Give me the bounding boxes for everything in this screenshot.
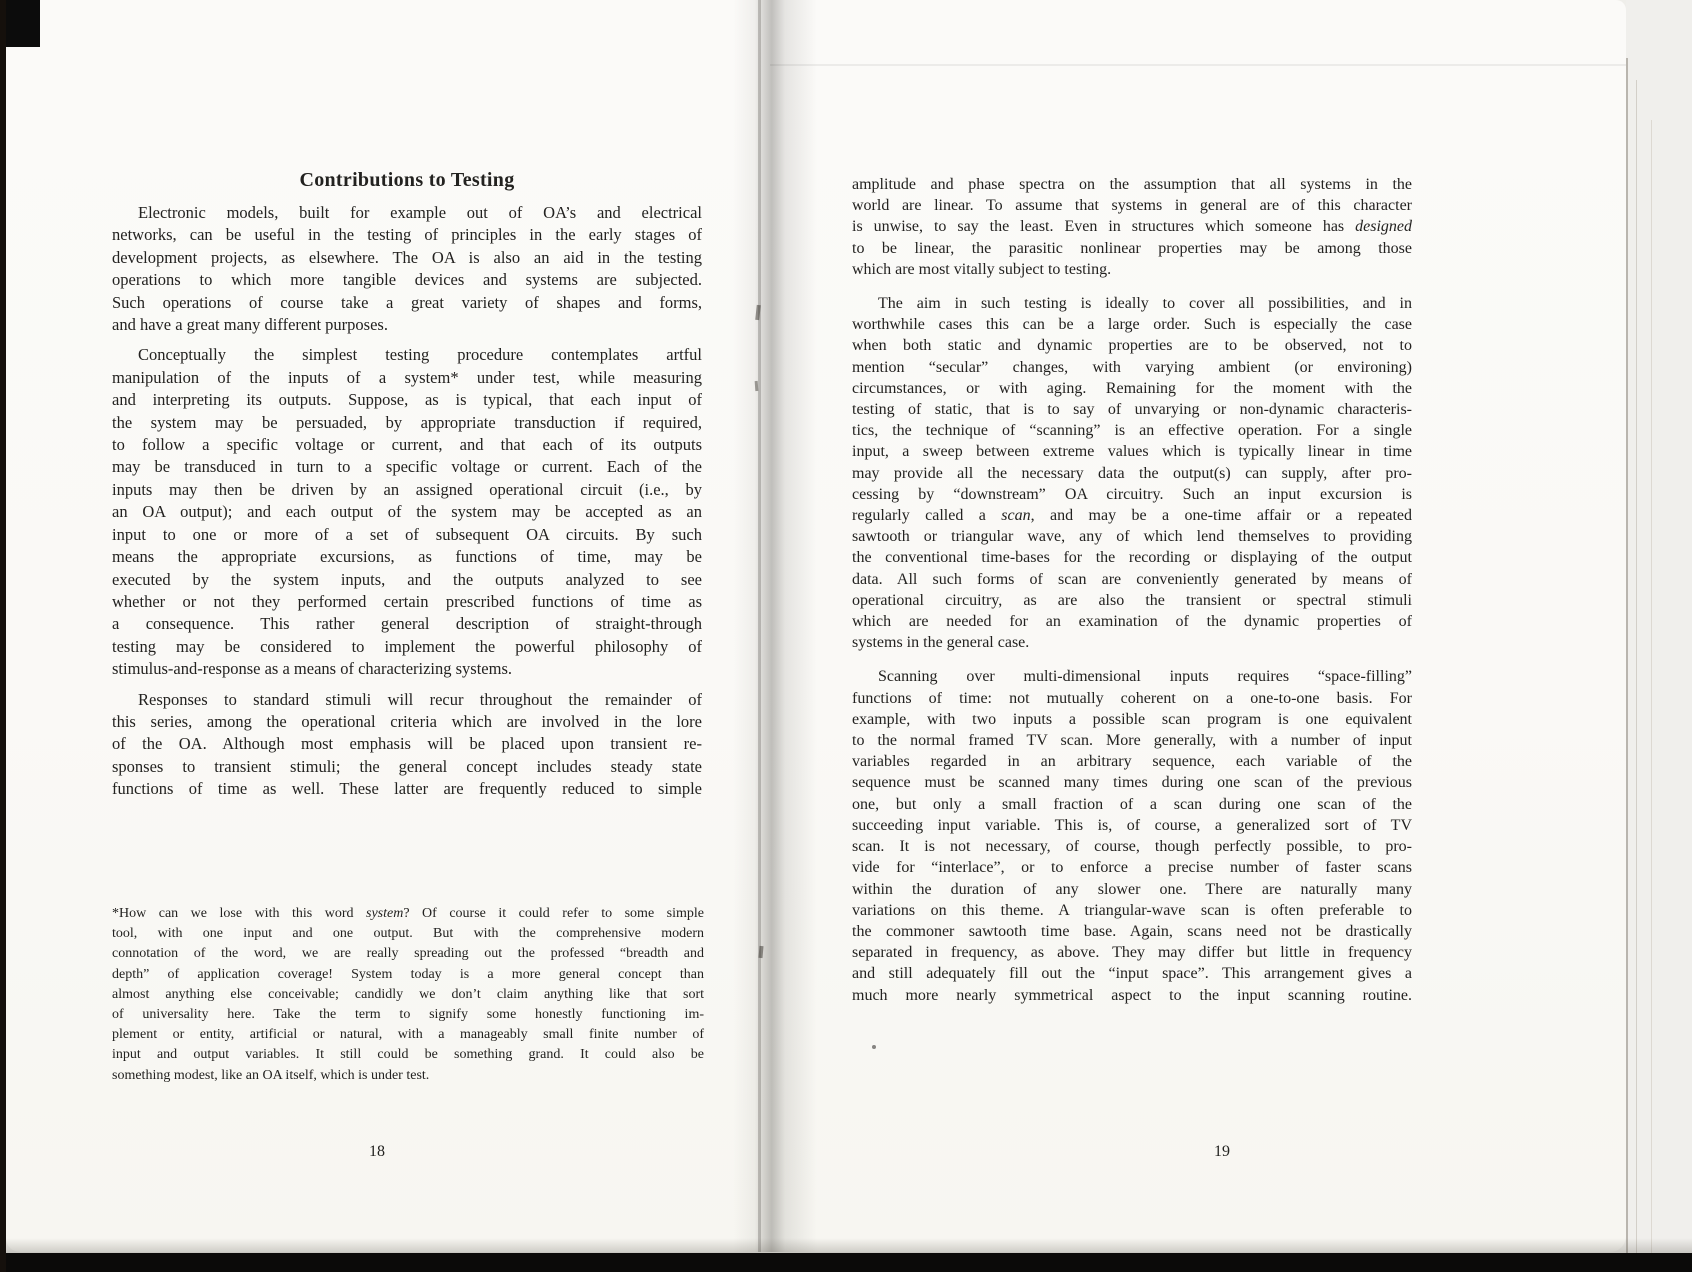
text-line: sawtooth or triangular wave, any of which lend themselves to providing xyxy=(852,528,1412,546)
scan-left-edge xyxy=(0,0,6,1272)
text-line: inputs may then be driven by an assigned operational circuit (i.e., by xyxy=(112,479,702,499)
text-line: example, with two inputs a possible scan program is one equivalent xyxy=(852,710,1412,728)
text-line: means the appropriate excursions, as functions of time, may be xyxy=(112,547,702,567)
text-line: is unwise, to say the least. Even in structures which someone has designed xyxy=(852,218,1412,236)
text-line: executed by the system inputs, and the outputs analyzed to see xyxy=(112,569,702,589)
text-line: and have a great many different purposes. xyxy=(112,315,388,335)
page-bottom-shadow xyxy=(6,1238,1692,1254)
text-line: the system may be persuaded, by appropriate transduction if required, xyxy=(112,412,702,432)
text-line: may provide all the necessary data the output(s) can supply, after pro- xyxy=(852,464,1412,482)
text-line: input, a sweep between extreme values which is typically linear in time xyxy=(852,443,1412,461)
text-line: regularly called a scan, and may be a one-time affair or a repeated xyxy=(852,507,1413,525)
text-line: plement or entity, artificial or natural, with a manageably small finite number of xyxy=(112,1027,704,1043)
paragraph xyxy=(112,904,704,1086)
left-page-footnote xyxy=(112,904,704,1086)
scan-bottom-edge xyxy=(0,1253,1692,1272)
text-line: of universality here. Take the term to signify some honestly functioning im- xyxy=(112,1007,704,1023)
text-line: sequence must be scanned many times during one scan of the previous xyxy=(852,774,1412,792)
text-line: cessing by “downstream” OA circuitry. Such an input excursion is xyxy=(852,485,1412,503)
text-line: sponses to transient stimuli; the general concept includes steady state xyxy=(112,756,702,776)
paragraph xyxy=(852,293,1412,653)
text-line: this series, among the operational criteria which are involved in the lore xyxy=(112,711,702,731)
left-page-number: 18 xyxy=(369,1143,385,1160)
right-page-number: 19 xyxy=(1214,1143,1230,1160)
text-line: circumstances, or with aging. Remaining for the moment with the xyxy=(852,379,1412,397)
text-line: one, but only a small fraction of a scan during one scan of the xyxy=(852,795,1412,813)
paragraph xyxy=(112,202,702,336)
left-page-body xyxy=(112,202,702,801)
text-line: scan. It is not necessary, of course, though perfectly possible, to pro- xyxy=(852,838,1412,856)
text-line: which are needed for an examination of the dynamic properties of xyxy=(852,613,1412,631)
text-line: data. All such forms of scan are conveniently generated by means of xyxy=(852,570,1412,588)
text-line: *How can we lose with this word system? Of course it could refer to some simple xyxy=(112,906,705,921)
book-gutter xyxy=(733,0,817,1252)
text-line: Responses to standard stimuli will recur throughout the remainder of xyxy=(138,689,702,709)
text-line: to follow a specific voltage or current, and that each of its outputs xyxy=(112,435,702,455)
text-line: mention “secular” changes, with varying ambient (or environing) xyxy=(852,358,1412,376)
paragraph xyxy=(112,344,702,680)
text-line: worthwhile cases this can be a large order. Such is especially the case xyxy=(852,316,1412,334)
text-line: functions of time as well. These latter are frequently reduced to simple xyxy=(112,779,702,799)
text-line: much more nearly symmetrical aspect to the input scanning routine. xyxy=(852,986,1412,1004)
text-line: connotation of the word, we are really spreading out the professed “breadth and xyxy=(112,946,704,962)
text-line: variations on this theme. A triangular-wave scan is often preferable to xyxy=(852,901,1412,919)
text-line: the commoner sawtooth time base. Again, scans need not be drastically xyxy=(852,922,1412,940)
text-line: Electronic models, built for example out of OA’s and electrical xyxy=(138,203,702,222)
scan-speck xyxy=(872,1045,876,1049)
text-line: The aim in such testing is ideally to cover all possibilities, and in xyxy=(878,295,1412,313)
text-line: networks, can be useful in the testing of principles in the early stages of xyxy=(112,225,702,245)
text-line: and interpreting its outputs. Suppose, as is typical, that each input of xyxy=(112,390,702,410)
text-line: input to one or more of a set of subsequent OA circuits. By such xyxy=(112,524,702,544)
text-line: variables regarded in an arbitrary sequence, each variable of the xyxy=(852,753,1412,771)
text-line: whether or not they performed certain prescribed functions of time as xyxy=(112,591,702,611)
text-line: tics, the technique of “scanning” is an effective operation. For a single xyxy=(852,422,1412,440)
text-line: Such operations of course take a great variety of shapes and forms, xyxy=(112,292,702,312)
text-line: a consequence. This rather general description of straight-through xyxy=(112,614,702,634)
left-page-heading: Contributions to Testing xyxy=(299,169,515,191)
text-line: an OA output); and each output of the system may be accepted as an xyxy=(112,502,702,522)
page-edge-line xyxy=(1636,80,1637,1254)
text-line: Conceptually the simplest testing procedure contemplates artful xyxy=(138,345,702,365)
text-line: operational circuitry, as are also the transient or spectral stimuli xyxy=(852,591,1412,609)
text-line: manipulation of the inputs of a system* under test, while measuring xyxy=(112,367,702,387)
text-line: testing may be considered to implement the powerful philosophy of xyxy=(112,636,702,656)
text-line: Scanning over multi-dimensional inputs requires “space-filling” xyxy=(878,668,1412,686)
text-line: stimulus-and-response as a means of characterizing systems. xyxy=(112,659,513,679)
text-line: when both static and dynamic properties are to be observed, not to xyxy=(852,337,1412,355)
text-line: may be transduced in turn to a specific voltage or current. Each of the xyxy=(112,457,702,477)
text-line: succeeding input variable. This is, of course, a generalized sort of TV xyxy=(852,816,1412,834)
text-line: functions of time: not mutually coherent on a one-to-one basis. For xyxy=(852,689,1412,707)
text-line: world are linear. To assume that systems in general are of this character xyxy=(852,197,1412,215)
paragraph xyxy=(112,689,702,801)
scan-corner-black xyxy=(0,0,40,47)
page-edge-line xyxy=(1651,120,1652,1254)
text-line: within the duration of any slower one. There are naturally many xyxy=(852,880,1412,898)
text-line: development projects, as elsewhere. The OA is also an aid in the testing xyxy=(112,247,702,267)
text-line: the conventional time-bases for the recording or displaying of the output xyxy=(852,549,1412,567)
text-line: to the normal framed TV scan. More generally, with a number of input xyxy=(852,732,1412,750)
right-page-body xyxy=(852,174,1412,1006)
text-line: something modest, like an OA itself, which is under test. xyxy=(112,1067,430,1083)
text-line: input and output variables. It still could be something grand. It could also be xyxy=(112,1047,704,1063)
text-line: depth” of application coverage! System today is a more general concept than xyxy=(112,966,704,982)
text-line: of the OA. Although most emphasis will be placed upon transient re- xyxy=(112,734,702,754)
text-line: testing of static, that is to say of unvarying or non-dynamic characteris- xyxy=(852,401,1412,419)
text-line: to be linear, the parasitic nonlinear properties may be among those xyxy=(852,239,1412,257)
text-line: separated in frequency, as above. They may differ but little in frequency xyxy=(852,944,1412,962)
text-line: tool, with one input and one output. But with the comprehensive modern xyxy=(112,926,704,942)
scan-speck xyxy=(755,381,759,391)
paragraph xyxy=(852,666,1412,1005)
text-line: vide for “interlace”, or to enforce a precise number of faster scans xyxy=(852,859,1412,877)
text-line: amplitude and phase spectra on the assumption that all systems in the xyxy=(852,176,1412,193)
right-page-top-edge xyxy=(770,64,1626,66)
paragraph xyxy=(852,174,1412,280)
text-line: which are most vitally subject to testing. xyxy=(852,260,1112,278)
text-line: almost anything else conceivable; candidly we don’t claim anything like that sort xyxy=(112,986,704,1002)
page-edge-line xyxy=(1626,58,1628,1254)
text-line: operations to which more tangible devices and systems are subjected. xyxy=(112,270,702,290)
text-line: systems in the general case. xyxy=(852,634,1030,652)
text-line: and still adequately fill out the “input space”. This arrangement gives a xyxy=(852,965,1412,983)
gutter-shadow-line xyxy=(758,0,761,1252)
